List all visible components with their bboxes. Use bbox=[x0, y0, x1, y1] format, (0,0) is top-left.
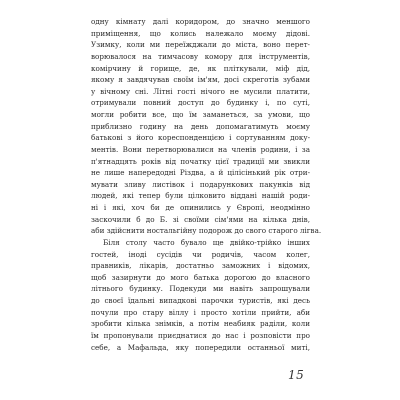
text-line: ні і які, хоч би де опинились у Європі, неодмінно bbox=[91, 203, 310, 212]
text-line: якому я завдячував своїм ім'ям, досі скреготів зубами bbox=[91, 75, 310, 85]
text-line: приблизно годину на день допомагатимуть моєму bbox=[91, 121, 310, 131]
text-line: літнього будинку. Подекуди ми навіть запрошували bbox=[91, 284, 310, 294]
text-line: отримували повний доступ до будинку і, по суті, bbox=[91, 98, 310, 108]
text-line: п'ятнадцять років від початку цієї традиції ми звикли bbox=[91, 156, 310, 166]
text-line: комірчину й горище, де, як пліткували, міф дід, bbox=[91, 63, 310, 73]
text-line: могли робити все, що їм заманеться, за умови, що bbox=[91, 110, 310, 119]
text-line: Біля столу часто бувало ще двійко-трійко інших bbox=[103, 237, 310, 247]
text-line: до своєї їдальні випадкові парочки туристів, які десь bbox=[91, 296, 310, 305]
text-line: заскочили б до Б. зі своїми сім'ями на кілька днів, bbox=[91, 214, 310, 224]
text-line: не лише напередодні Різдва, а й цілісінький рік отри- bbox=[91, 168, 310, 178]
text-line: правників, лікарів, достатньо заможних і відомих, bbox=[91, 261, 310, 271]
text-line: ворювалося на тимчасову комору для інструментів, bbox=[91, 51, 310, 61]
text-line: щоб зазирнути до мого батька дорогою до власного bbox=[91, 272, 310, 282]
text-line: у вічному сні. Літні гості нічого не мусили платити, bbox=[91, 86, 310, 96]
text-line: батькові з його кореспонденцією і сортуванням доку- bbox=[91, 133, 310, 143]
body-text bbox=[91, 16, 322, 353]
text-line: приміщення, що колись належало моєму дідові. bbox=[91, 28, 310, 38]
page-number: 15 bbox=[288, 368, 305, 382]
text-line: зробити кілька знімків, а потім неабияк раділи, коли bbox=[91, 319, 310, 329]
text-line: їм пропонували приєднатися до нас і розповісти про bbox=[91, 330, 310, 340]
text-line: ментів. Вони перетворювалися на членів родини, і за bbox=[91, 144, 310, 154]
text-line: людей, які тепер були цілковито віддані нашій роди- bbox=[91, 191, 310, 201]
text-line: аби здійснити ностальгійну подорож до свого старого лігва. bbox=[91, 226, 322, 236]
text-line: мувати зливу листівок і подарункових пакунків від bbox=[91, 179, 310, 189]
text-line: одну кімнату далі коридором, до значно меншого bbox=[91, 17, 310, 26]
text-line: Узимку, коли ми переїжджали до міста, воно перет- bbox=[91, 40, 310, 50]
text-line: почули про стару віллу і просто хотіли прийти, аби bbox=[91, 307, 310, 317]
text-line: гостей, іноді сусідів чи родичів, часом колег, bbox=[91, 249, 310, 259]
text-line: себе, а Мафальда, яку попередили останньої миті, bbox=[91, 342, 310, 352]
